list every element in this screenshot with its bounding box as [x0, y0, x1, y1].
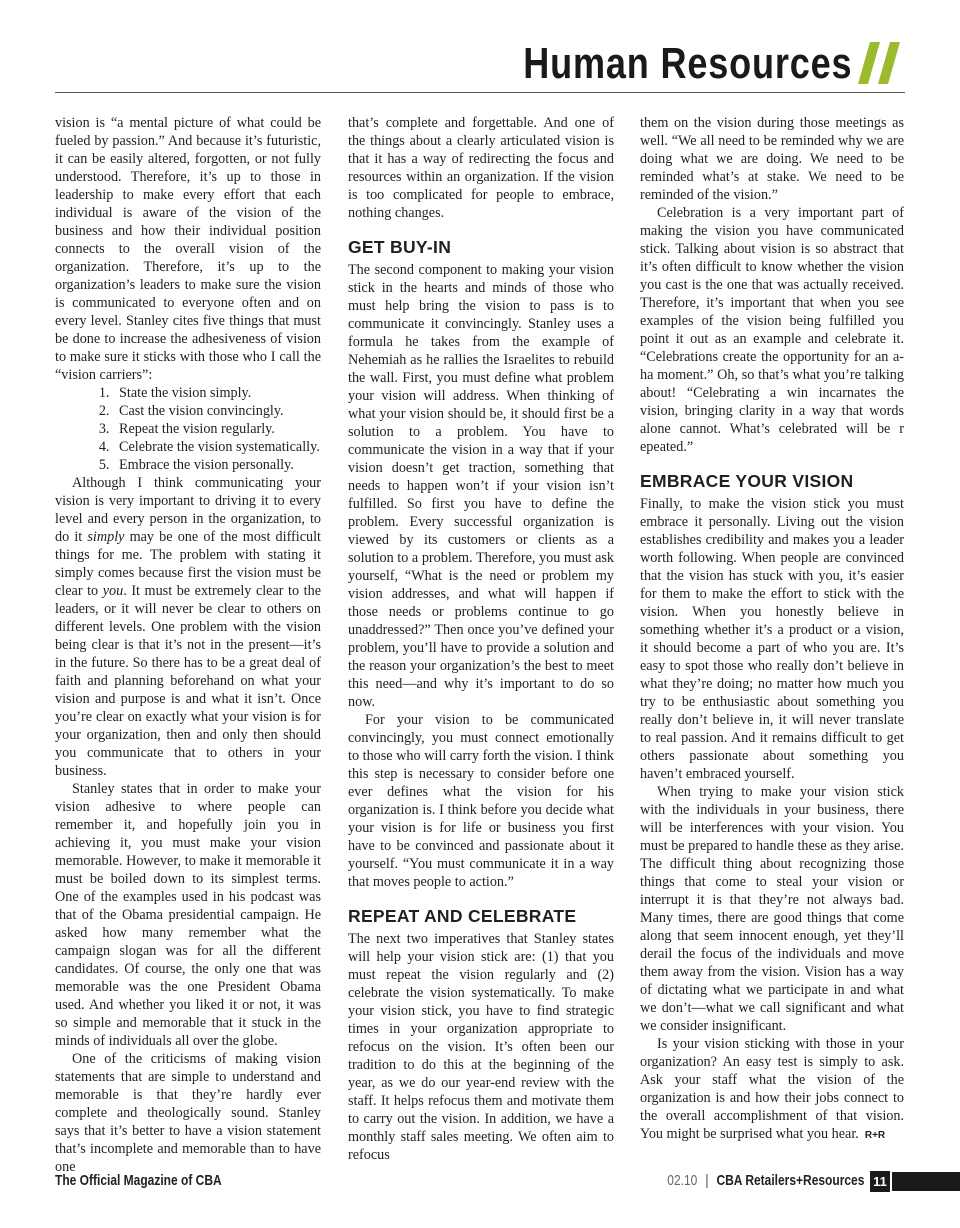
paragraph: them on the vision during those meetings as well. “We all need to be reminded why we are doing what we are doing. We need to be reminded what’s at stake. We need to be reminded of the vision.” — [640, 115, 904, 203]
paragraph: Stanley states that in order to make your vision adhesive to where people can remember it, and hopefully join you in achieving it, you must make your vision memorable. However, to make it memorable it must be boiled down to its simplest terms. One of the examples used in his podcast was that of the Obama presidential campaign. He asked how many remember what the campaign slogan was for all the different candidates. Of course, the only one that was memorable was the one President Obama used. And whether you liked it or not, it was so simple and memorable that it stuck in the minds of individuals all over the globe. — [55, 781, 321, 1049]
issue-info — [667, 1172, 864, 1189]
paragraph: Is your vision sticking with those in your organization? An easy test is simply to ask. Ask your staff what the vision of the organization is and how their jobs connect to the overall accomplishment of that vision. You might be surprised what you hear. R+R — [640, 1036, 904, 1142]
footer-bar — [892, 1172, 960, 1191]
list-item: 2. Cast the vision convincingly. — [113, 402, 321, 420]
page-header — [0, 0, 960, 95]
section-title: Human Resources — [522, 39, 852, 88]
paragraph: Although I think communicating your vision is very important to driving it to every level and every person in the organization, to do it simply may be one of the most difficult things for me. The problem with stating it simply comes because first the vision must be clear to you. It must be extremely clear to the leaders, or it will never be clear to others on different levels. One problem with the vision being clear is that it’s not in the present—it’s in the future. So there has to be a great deal of faith and planning beforehand on what your vision and purpose is and what it isn’t. Once you’re clear on exactly what your vision is for your organization, then and only then should you communicate that to others in your business. — [55, 475, 321, 779]
paragraph: that’s complete and forgettable. And one of the things about a clearly articulated vision is that it has a way of redirecting the focus and resources within an organization. If the vision is too complicated for people to embrace, nothing changes. — [348, 115, 614, 221]
magazine-tagline: The Official Magazine of CBA — [55, 1172, 222, 1189]
end-mark: R+R — [864, 1130, 886, 1141]
section-heading: EMBRACE YOUR VISION — [640, 471, 854, 491]
separator: | — [704, 1172, 709, 1189]
issue-date: 02.10 — [666, 1172, 697, 1189]
page-number: 11 — [870, 1171, 890, 1192]
header-divider — [55, 92, 905, 93]
vision-steps-list — [55, 384, 321, 474]
double-slash-icon — [856, 38, 902, 88]
column-2 — [348, 114, 614, 1164]
section-heading: REPEAT AND CELEBRATE — [348, 906, 577, 926]
column-3 — [640, 114, 904, 1145]
list-item: 4. Celebrate the vision systematically. — [113, 438, 321, 456]
list-item: 5. Embrace the vision personally. — [113, 456, 321, 474]
column-1 — [55, 114, 321, 1176]
paragraph: For your vision to be communicated convincingly, you must connect emotionally to those who will carry forth the vision. I think this step is necessary to consider before one ever defines what the vision for his organization is. I think before you decide what your vision is for life or business you first have to be convinced and passionate about it yourself. “You must communicate it in a way that moves people to action.” — [348, 712, 614, 890]
list-item: 3. Repeat the vision regularly. — [113, 420, 321, 438]
paragraph: When trying to make your vision stick with the individuals in your business, there will be interferences with your vision. You must be prepared to handle these as they arise. The difficult thing about recognizing those things that come to steal your vision or interrupt it is that they’re not always bad. Many times, there are good things that come along that seem innocent enough, yet they’ll derail the focus of the individuals and move them away from the vision. Vision has a way of dictating what we participate in and what we don’t—what we call significant and what we consider insignificant. — [640, 784, 904, 1034]
paragraph: The next two imperatives that Stanley states will help your vision stick are: (1) that you must repeat the vision regularly and (2) celebrate the vision systematically. To make your vision stick, you have to find strategic times in your organization appropriate to refocus on the vision. It’s often been our tradition to do this at the beginning of the year, as we do our year-end review with the staff. It helps refocus them and motivate them to carry out the vision. In addition, we have a monthly staff sales meeting. We often aim to refocus — [348, 931, 614, 1163]
paragraph: Celebration is a very important part of making the vision you have communicated stick. Talking about vision is so abstract that it’s often difficult to know whether the vision you cast is the one that was actually received. Therefore, it’s important that when you see examples of the vision being fulfilled you point it out as an example and celebrate it. “Celebrations create the opportunity for an a-ha moment.” Oh, so that’s what you’re talking about! “Celebrating a win incarnates the vision, bringing clarity in a way that words alone cannot. What’s celebrated will be r epeated.” — [640, 205, 904, 455]
paragraph: Finally, to make the vision stick you must embrace it personally. Living out the vision establishes credibility and makes you a leader worth following. When people are convinced that the vision has stuck with you, it’s easier for them to make the effort to stick with the vision. When you honestly believe in something whether it’s a product or a vision, it should become a part of who you are. It’s easy to spot those who really don’t believe in what they’re doing; no matter how much you try to be enthusiastic about something you really don’t believe in, it will never translate to real passion. And it remains difficult to get others passionate about something you haven’t embraced yourself. — [640, 496, 904, 782]
publication-name: CBA Retailers+Resources — [716, 1172, 864, 1189]
page-footer — [0, 1170, 960, 1194]
list-item: 1. State the vision simply. — [113, 384, 321, 402]
paragraph: vision is “a mental picture of what could be fueled by passion.” And because it’s futuristic, it can be easily altered, forgotten, or not fully understood. Therefore, it’s up to those in leadership to make every effort that each individual is aware of the vision of the business and how their individual position connects to the overall vision of the organization. Therefore, it’s up to the organization’s leaders to make sure the vision is communicated to everyone often and on every level. Stanley cites five things that must be done to increase the adhesiveness of vision to make sure it sticks with those who I call the “vision carriers”: — [55, 115, 321, 383]
section-heading: GET BUY-IN — [348, 237, 452, 257]
paragraph: The second component to making your vision stick in the hearts and minds of those who must help bring the vision to pass is to communicate it convincingly. Stanley uses a formula he takes from the example of Nehemiah as he rallies the Israelites to rebuild the wall. First, you must define what problem your vision will address. When thinking of what your vision should be, it should first be a solution to a problem. You have to communicate the vision in a way that if your vision doesn’t get traction, something that needs to happen won’t if your vision isn’t fulfilled. So first you have to define the problem. Every successful organization is viewed by its customers or clients as a solution to a problem. Therefore, you must ask yourself, “What is the need or problem my vision addresses, and what will happen if those needs or problems continue to go unaddressed?” Then once you’ve defined your problem, you’ll have to provide a solution and the reason your organization’s the best to meet this need—and why it’s important to do so now. — [348, 262, 614, 710]
paragraph: One of the criticisms of making vision statements that are simple to understand and memorable is that they’re hardly ever complete and theologically sound. Stanley says that it’s better to have a vision statement that’s incomplete and memorable than to have one — [55, 1051, 321, 1175]
